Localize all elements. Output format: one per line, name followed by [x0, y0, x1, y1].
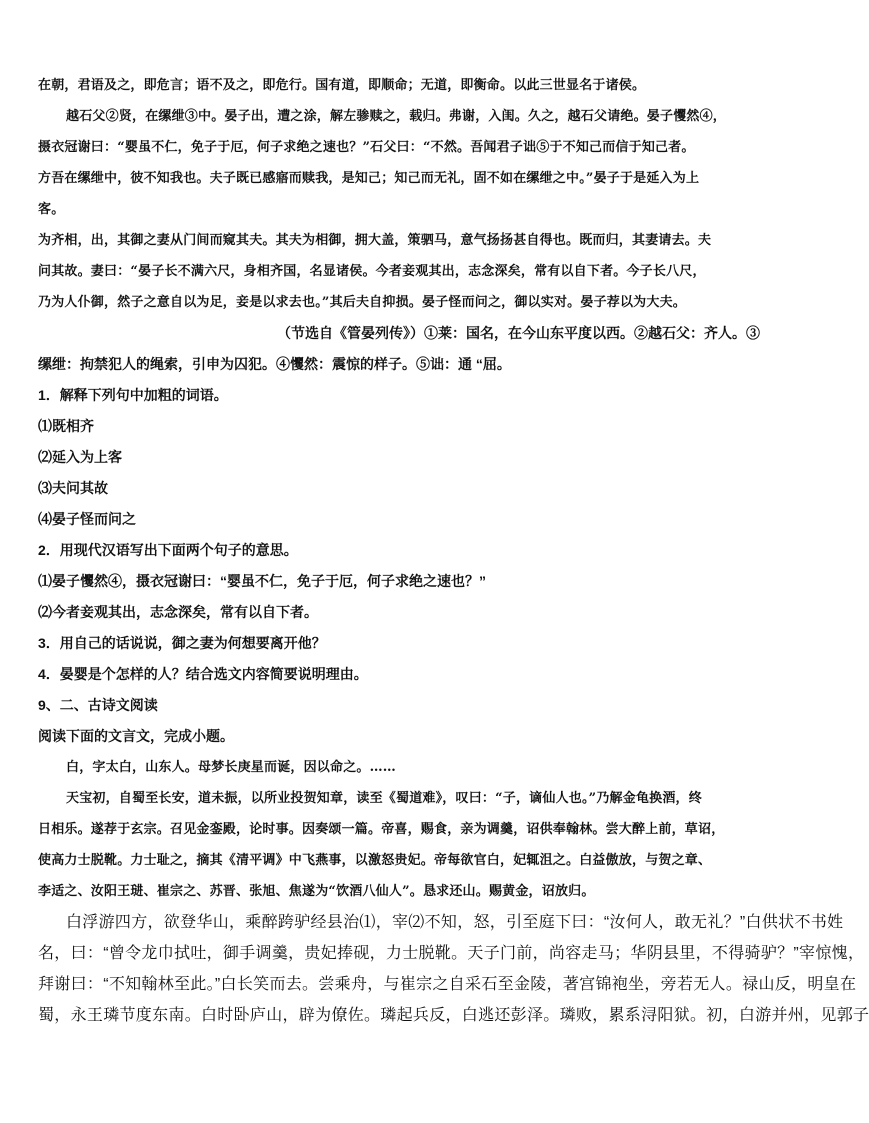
source-note-continued: 缧绁：拘禁犯人的绳索，引申为囚犯。④戄然：震惊的样子。⑤诎：通 “屈。	[38, 356, 511, 372]
passage-2-large-line: 拜谢曰：“不知翰林至此。”白长笑而去。尝乘舟，与崔宗之自采石至金陵，著宫锦袍坐，旁若无人。禄山反，明皇在	[38, 976, 857, 993]
section-instruction: 阅读下面的文言文，完成小题。	[38, 728, 234, 744]
passage-1	[38, 70, 760, 318]
passage-2-line: 李适之、汝阳王琎、崔宗之、苏晋、张旭、焦遂为“饮酒八仙人”。恳求还山。赐黄金，诏放归。	[38, 884, 595, 899]
passage-2-line: 使高力士脱靴。力士耻之，摘其《清平调》中飞燕事，以激怒贵妃。帝每欲官白，妃辄沮之。白益傲放，与贺之章、	[38, 853, 712, 868]
question-1-item: ⑵延入为上客	[38, 449, 122, 465]
source-note: （节选自《管晏列传》）①莱：国名，在今山东平度以西。②越石父：齐人。③	[277, 325, 760, 341]
passage-2	[38, 752, 869, 1031]
passage-1-line: 乃为人仆御，然子之意自以为足，妾是以求去也。”其后夫自抑损。晏子怪而问之，御以实对。晏子荐以为大夫。	[38, 295, 686, 310]
question-1: 1．解释下列句中加粗的词语。	[38, 387, 228, 403]
question-1-item: ⑶夫问其故	[38, 480, 108, 496]
passage-2-large-line: 白浮游四方，欲登华山，乘醉跨驴经县治⑴，宰⑵不知，怒，引至庭下曰：“汝何人，敢无礼？”白供状不书姓	[66, 914, 844, 931]
question-4: 4．晏婴是个怎样的人？结合选文内容简要说明理由。	[38, 666, 368, 682]
passage-2-large-line: 名，曰：“曾令龙巾拭吐，御手调羹，贵妃捧砚，力士脱靴。天子门前，尚容走马；华阴县里，不得骑驴？”宰惊愧，	[38, 945, 865, 962]
passage-1-line: 在朝，君语及之，即危言；语不及之，即危行。国有道，即顺命；无道，即衡命。以此三世显名于诸侯。	[38, 78, 646, 93]
question-2-item: ⑴晏子戄然④，摄衣冠谢曰：“婴虽不仁，免子于厄，何子求绝之速也？”	[38, 573, 486, 589]
question-2-item: ⑵今者妾观其出，志念深矣，常有以自下者。	[38, 604, 318, 620]
question-1-item: ⑷晏子怪而问之	[38, 511, 136, 527]
passage-1-line: 为齐相，出，其御之妻从门间而窥其夫。其夫为相御，拥大盖，策驷马，意气扬扬甚自得也。既而归，其妻请去。夫	[38, 233, 712, 248]
passage-2-large-line: 蜀，永王璘节度东南。白时卧庐山，辟为僚佐。璘起兵反，白逃还彭泽。璘败，累系浔阳狱。初，白游并州，见郭子	[38, 1007, 869, 1024]
question-3: 3．用自己的话说说，御之妻为何想要离开他？	[38, 635, 326, 651]
passage-1-line: 越石父②贤，在缧绁③中。晏子出，遭之涂，解左骖赎之，载归。弗谢，入闺。久之，越石父请绝。晏子戄然④，	[66, 109, 727, 124]
passage-2-line: 日相乐。遂荐于玄宗。召见金銮殿，论时事。因奏颂一篇。帝喜，赐食，亲为调羹，诏供奉翰林。尝大醉上前，草诏，	[38, 822, 725, 837]
question-1-item: ⑴既相齐	[38, 418, 94, 434]
passage-1-line: 问其故。妻曰：“晏子长不满六尺，身相齐国，名显诸侯。今者妾观其出，志念深矣，常有以自下者。今子长八尺，	[38, 264, 706, 279]
passage-2-line: 天宝初，自蜀至长安，道未振，以所业投贺知章，读至《蜀道难》，叹曰：“子，谪仙人也。”乃解金龟换酒，终	[66, 791, 702, 806]
questions	[38, 380, 760, 690]
question-2: 2．用现代汉语写出下面两个句子的意思。	[38, 542, 298, 558]
section-heading: 9、二、古诗文阅读	[38, 697, 158, 713]
passage-1-line: 方吾在缧绁中，彼不知我也。夫子既已感寤而赎我，是知己；知己而无礼，固不如在缧绁之中。”晏子于是延入为上	[38, 171, 700, 186]
passage-1-line: 客。	[38, 202, 65, 217]
passage-2-line: 白，字太白，山东人。母梦长庚星而诞，因以命之。……	[66, 760, 397, 775]
passage-1-line: 摄衣冠谢曰：“婴虽不仁，免子于厄，何子求绝之速也？”石父曰：“不然。吾闻君子诎⑤于不知己而信于知己者。	[38, 140, 695, 155]
